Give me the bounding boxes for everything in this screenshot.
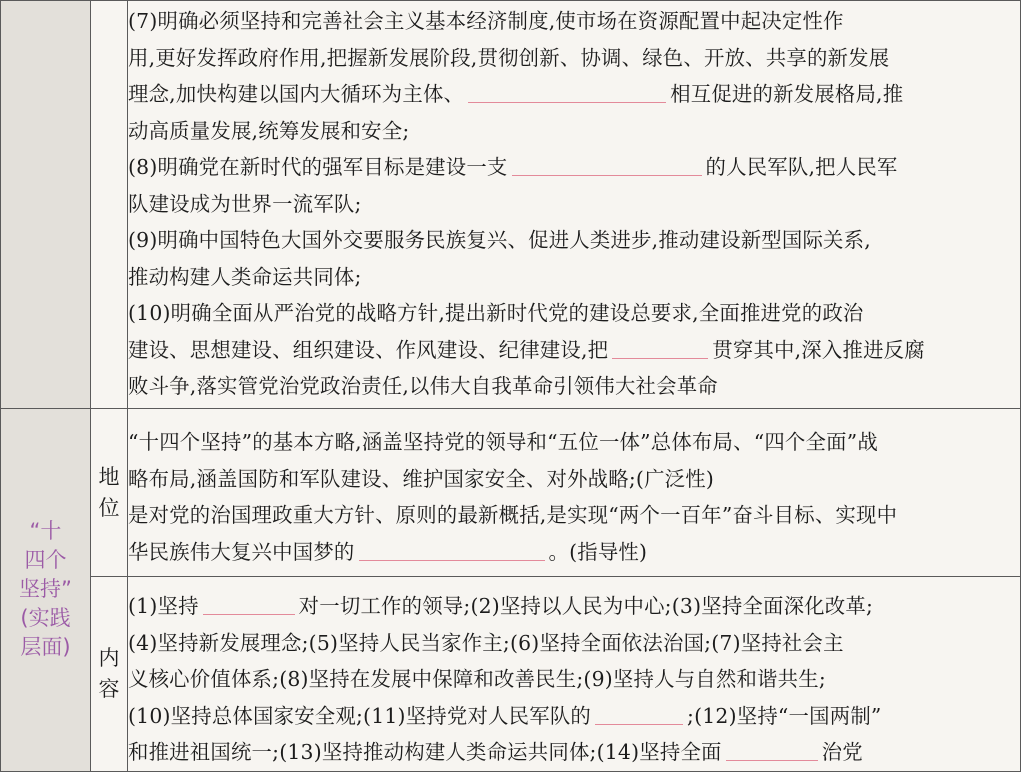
sub-cell-empty xyxy=(91,1,128,409)
text-segment: (1)坚持 xyxy=(128,594,199,618)
text-line xyxy=(128,698,1020,735)
category-label-line: (实践 xyxy=(20,606,71,631)
category-label-practice xyxy=(1,517,90,662)
basic-points-cell xyxy=(128,1,1021,409)
fill-in-blank[interactable] xyxy=(612,337,708,358)
text-line xyxy=(128,734,1020,771)
position-cell xyxy=(128,409,1021,577)
sub-label-content xyxy=(98,643,120,705)
text-line: 队建设成为世界一流军队; xyxy=(128,191,362,216)
fill-in-blank[interactable] xyxy=(203,594,295,615)
fill-in-blank[interactable] xyxy=(468,82,666,103)
text-line xyxy=(128,76,1020,113)
text-line: 推动构建人类命运共同体; xyxy=(128,264,362,289)
sub-label-position xyxy=(98,462,120,524)
text-line: 是对党的治国理政重大方针、原则的最新概括,是实现“两个一百年”奋斗目标、实现中 xyxy=(128,503,898,527)
category-label-line: “十 xyxy=(29,519,62,544)
fill-in-blank[interactable] xyxy=(512,155,702,176)
text-line xyxy=(128,332,1020,369)
category-label-line: 坚持” xyxy=(19,577,72,602)
text-segment: 相互促进的新发展格局,推 xyxy=(670,82,904,106)
sub-label-char: 地 xyxy=(98,464,120,489)
sub-cell-content xyxy=(91,577,128,772)
text-line: (4)坚持新发展理念;(5)坚持人民当家作主;(6)坚持全面依法治国;(7)坚持社会主 xyxy=(128,630,844,655)
position-text xyxy=(128,409,1020,570)
content-text xyxy=(128,577,1020,771)
text-segment: 建设、思想建设、组织建设、作风建设、纪律建设,把 xyxy=(128,337,609,362)
sub-label-char: 容 xyxy=(98,676,120,701)
text-line xyxy=(128,149,1020,186)
text-line xyxy=(128,534,1020,571)
sub-label-char: 位 xyxy=(98,495,120,520)
text-segment: 对一切工作的领导;(2)坚持以人民为中心;(3)坚持全面深化改革; xyxy=(298,594,874,618)
fill-in-blank[interactable] xyxy=(726,740,818,761)
text-segment: 。(指导性) xyxy=(548,539,648,564)
text-segment: (8)明确党在新时代的强军目标是建设一支 xyxy=(128,155,508,179)
text-segment: (10)坚持总体国家安全观;(11)坚持党对人民军队的 xyxy=(128,703,592,728)
text-segment: 理念,加快构建以国内大循环为主体、 xyxy=(128,82,465,106)
text-line xyxy=(128,588,1020,625)
text-line: 动高质量发展,统筹发展和安全; xyxy=(128,118,410,143)
basic-points-text xyxy=(128,1,1020,405)
text-line: (10)明确全面从严治党的战略方针,提出新时代党的建设总要求,全面推进党的政治 xyxy=(128,301,864,325)
sub-label-char: 内 xyxy=(98,645,120,670)
content-cell xyxy=(128,577,1021,772)
text-segment: 的人民军队,把人民军 xyxy=(705,155,898,179)
text-line: (7)明确必须坚持和完善社会主义基本经济制度,使市场在资源配置中起决定性作 xyxy=(128,9,844,33)
text-line: “十四个坚持”的基本方略,涵盖坚持党的领导和“五位一体”总体布局、“四个全面”战 xyxy=(128,430,878,454)
category-label-line: 层面) xyxy=(20,635,71,660)
text-segment: 和推进祖国统一;(13)坚持推动构建人类命运共同体;(14)坚持全面 xyxy=(128,740,722,764)
text-line: 略布局,涵盖国防和军队建设、维护国家安全、对外战略;(广泛性) xyxy=(128,466,715,491)
category-label-line: 四个 xyxy=(24,548,67,573)
text-line: (9)明确中国特色大国外交要服务民族复兴、促进人类进步,推动建设新型国际关系, xyxy=(128,228,871,252)
text-segment: 贯穿其中,深入推进反腐 xyxy=(712,337,925,362)
text-line: 用,更好发挥政府作用,把握新发展阶段,贯彻创新、协调、绿色、开放、共享的新发展 xyxy=(128,45,890,70)
fill-in-blank[interactable] xyxy=(595,703,683,724)
text-segment: 治党 xyxy=(821,740,863,764)
text-line: 败斗争,落实管党治党政治责任,以伟大自我革命引领伟大社会革命 xyxy=(128,374,718,398)
fill-in-blank[interactable] xyxy=(359,539,545,560)
category-cell xyxy=(1,409,91,772)
category-cell-empty xyxy=(1,1,91,409)
text-segment: ;(12)坚持“一国两制” xyxy=(687,703,882,728)
sub-cell-position xyxy=(91,409,128,577)
text-line: 义核心价值体系;(8)坚持在发展中保障和改善民生;(9)坚持人与自然和谐共生; xyxy=(128,667,826,691)
text-segment: 华民族伟大复兴中国梦的 xyxy=(128,539,355,564)
